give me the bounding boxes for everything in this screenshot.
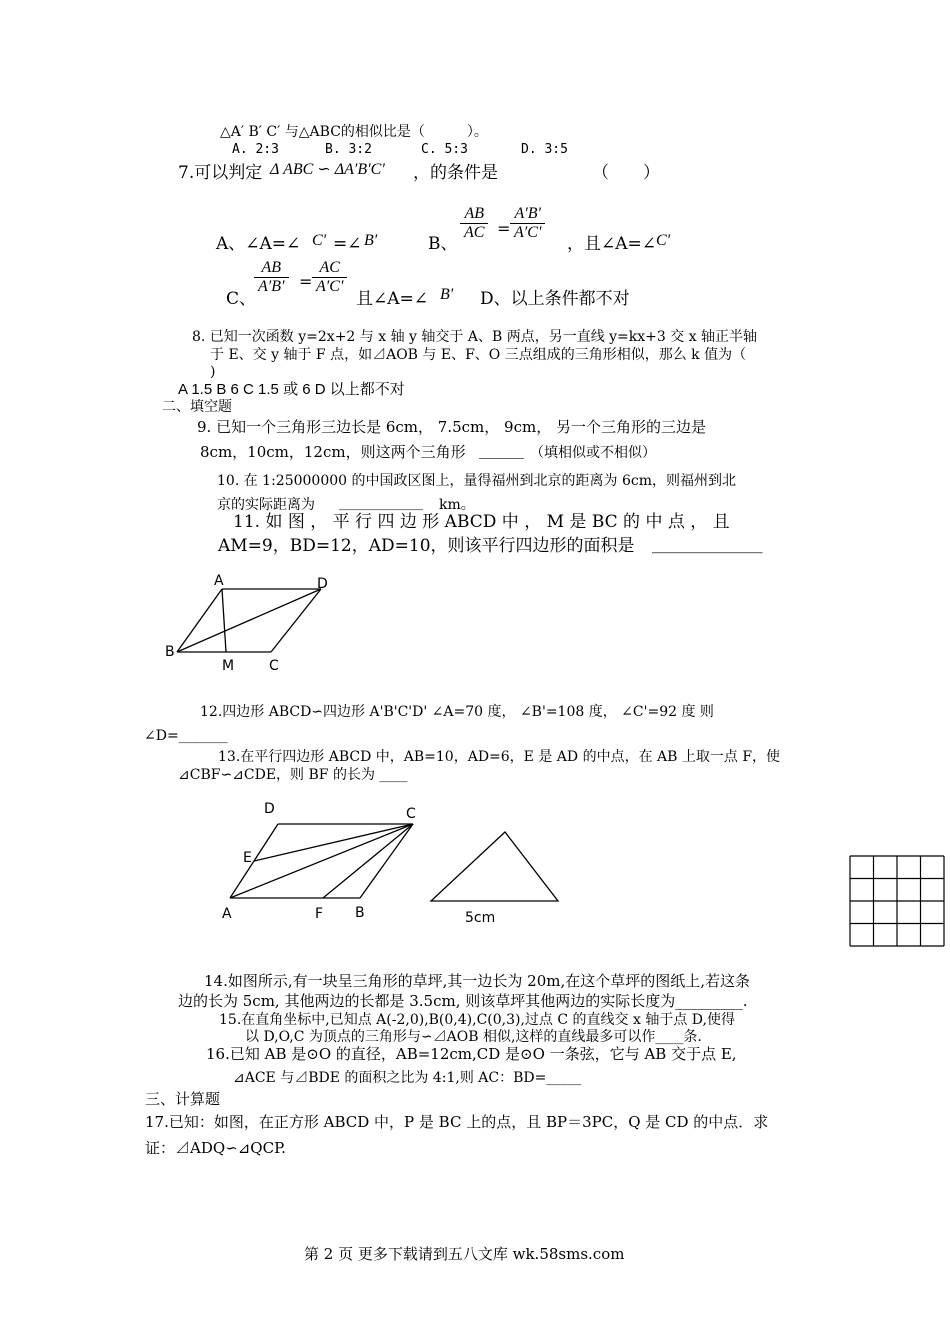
fig13-label-d: D — [264, 801, 275, 817]
q11-blank: _____________ — [652, 534, 763, 554]
q7-option-a-angle-b: B′ — [364, 232, 378, 249]
q7-paren: （ ） — [592, 163, 660, 183]
q7-option-a-angle-c: C′ — [312, 232, 327, 249]
section-2-title: 二、填空题 — [162, 399, 232, 415]
q8-options: A 1.5 B 6 C 1.5 或 6 D 以上都不对 — [178, 381, 405, 398]
q17-line2: 证：⊿ADQ∽⊿QCP. — [145, 1139, 286, 1157]
fig13-label-b: B — [355, 905, 365, 921]
q9-blank: ______ — [479, 441, 524, 459]
q12-line2: ∠D=_______ — [144, 728, 228, 744]
fig11-label-a: A — [214, 573, 224, 589]
q14-line1: 14.如图所示,有一块呈三角形的草坪,其一边长为 20m,在这个草坪的图纸上,若这条 — [204, 972, 751, 990]
q7-option-b-angle-c: C′ — [656, 232, 671, 249]
q7-option-d: D、以上条件都不对 — [480, 289, 630, 309]
q15-line1: 15.在直角坐标中,已知点 A(-2,0),B(0,4),C(0,3),过点 C 的直线交 x 轴于点 D,使得 — [219, 1012, 735, 1028]
page-footer: 第 2 页 更多下载请到五八文库 wk.58sms.com — [304, 1245, 625, 1263]
q7-option-c-label: C、 — [226, 289, 257, 309]
q7-option-b-label: B、 — [428, 234, 458, 254]
q17-line1: 17.已知：如图，在正方形 ABCD 中，P 是 BC 上的点，且 BP＝3PC，Q 是 CD 的中点．求 — [145, 1113, 769, 1131]
q11-line1: 11. 如 图 ， 平 行 四 边 形 ABCD 中 ， M 是 BC 的 中 点 ， 且 — [233, 512, 730, 532]
q7-option-b-frac1-den: AC — [464, 224, 485, 241]
section-3-title: 三、计算题 — [145, 1090, 221, 1108]
q7-option-a-eq: =∠ — [333, 234, 362, 254]
fig13-label-a: A — [222, 906, 232, 922]
q13-line1: 13.在平行四边形 ABCD 中，AB=10，AD=6，E 是 AD 的中点，在 AB 上取一点 F，使 — [218, 749, 781, 765]
q8-line3: ) — [210, 364, 216, 380]
fig11-label-d: D — [317, 576, 328, 592]
q7-stem-suffix: ，的条件是 — [413, 163, 498, 183]
q8-line1: 8. 已知一次函数 y=2x+2 与 x 轴 y 轴交于 A、B 两点，另一直线 y=kx+3 交 x 轴正半轴 — [192, 329, 758, 345]
q7-option-c-angle-b: B′ — [440, 286, 454, 303]
q7-option-b-eq: = — [497, 219, 511, 238]
q7-option-c-frac1-num: AB — [254, 259, 289, 278]
q7-option-c-frac1-den: A′B′ — [258, 278, 285, 295]
q13-line2: ⊿CBF∽⊿CDE，则 BF 的长为 ____ — [178, 767, 408, 783]
q9-line2-suffix: （填相似或不相似） — [530, 445, 656, 461]
q11-line2: AM=9，BD=12，AD=10，则该平行四边形的面积是 — [218, 536, 635, 556]
q6-option-b: B. 3:2 — [325, 142, 372, 157]
q7-option-a-label: A、∠A=∠ — [216, 234, 301, 254]
q10-line1: 10. 在 1:25000000 的中国政区图上，量得福州到北京的距离为 6cm，则福州到北 — [217, 473, 736, 489]
q15-line2: 以 D,O,C 为顶点的三角形与∽⊿AOB 相似,这样的直线最多可以作____条. — [245, 1029, 702, 1045]
q7-option-c-suffix: 且∠A=∠ — [356, 289, 429, 309]
q7-option-b-frac2-den: A′C′ — [514, 224, 542, 241]
q16-line1: 16.已知 AB 是⊙O 的直径，AB=12cm,CD 是⊙O 一条弦，它与 AB 交于点 E, — [206, 1045, 737, 1063]
q7-stem-prefix: 7.可以判定 — [178, 163, 263, 183]
fig13-label-c: C — [406, 806, 416, 822]
q6-option-d: D. 3:5 — [521, 142, 568, 157]
triangle-label: 5cm — [465, 910, 496, 926]
q6-option-a: A. 2:3 — [232, 142, 279, 157]
q7-option-b-frac1-num: AB — [460, 205, 488, 224]
q8-line2: 于 E、交 y 轴于 F 点，如⊿AOB 与 E、F、O 三点组成的三角形相似，那么 k 值为（ — [210, 347, 747, 363]
q6-stem: △A′ B′ C′ 与△ABC的相似比是（ ）。 — [220, 124, 488, 140]
q10-blank: ____________ — [339, 495, 423, 511]
q16-line2: ⊿ACE 与⊿BDE 的面积之比为 4:1,则 AC：BD=_____ — [233, 1070, 582, 1086]
fig11-label-b: B — [165, 644, 175, 660]
q6-option-c: C. 5:3 — [421, 142, 468, 157]
fig13-label-f: F — [315, 906, 324, 922]
fig11-label-m: M — [222, 658, 235, 674]
q7-option-c-frac2-den: A′C′ — [316, 278, 344, 295]
q9-line2-prefix: 8cm，10cm，12cm，则这两个三角形 — [200, 443, 466, 461]
q14-line2: 边的长为 5cm, 其他两边的长都是 3.5cm, 则该草坪其他两边的实际长度为_________. — [178, 992, 748, 1010]
q10-line2-prefix: 京的实际距离为 — [217, 497, 315, 513]
fig13-label-e: E — [243, 850, 252, 866]
q7-stem-math: Δ ABC ∽ ΔA′B′C′ — [270, 161, 385, 178]
q7-option-c-eq: = — [299, 272, 313, 291]
q10-line2-suffix: km。 — [439, 497, 475, 513]
fig11-label-c: C — [269, 658, 279, 674]
q12-line1: 12.四边形 ABCD∽四边形 A'B'C'D' ∠A=70 度， ∠B'=108 度， ∠C'=92 度 则 — [200, 704, 714, 720]
q7-option-b-suffix: ，且∠A=∠ — [567, 234, 657, 254]
q9-line1: 9. 已知一个三角形三边长是 6cm， 7.5cm， 9cm， 另一个三角形的三边是 — [197, 418, 706, 436]
q7-option-c-frac2-num: AC — [312, 259, 347, 278]
q7-option-b-frac2-num: A′B′ — [510, 205, 545, 224]
